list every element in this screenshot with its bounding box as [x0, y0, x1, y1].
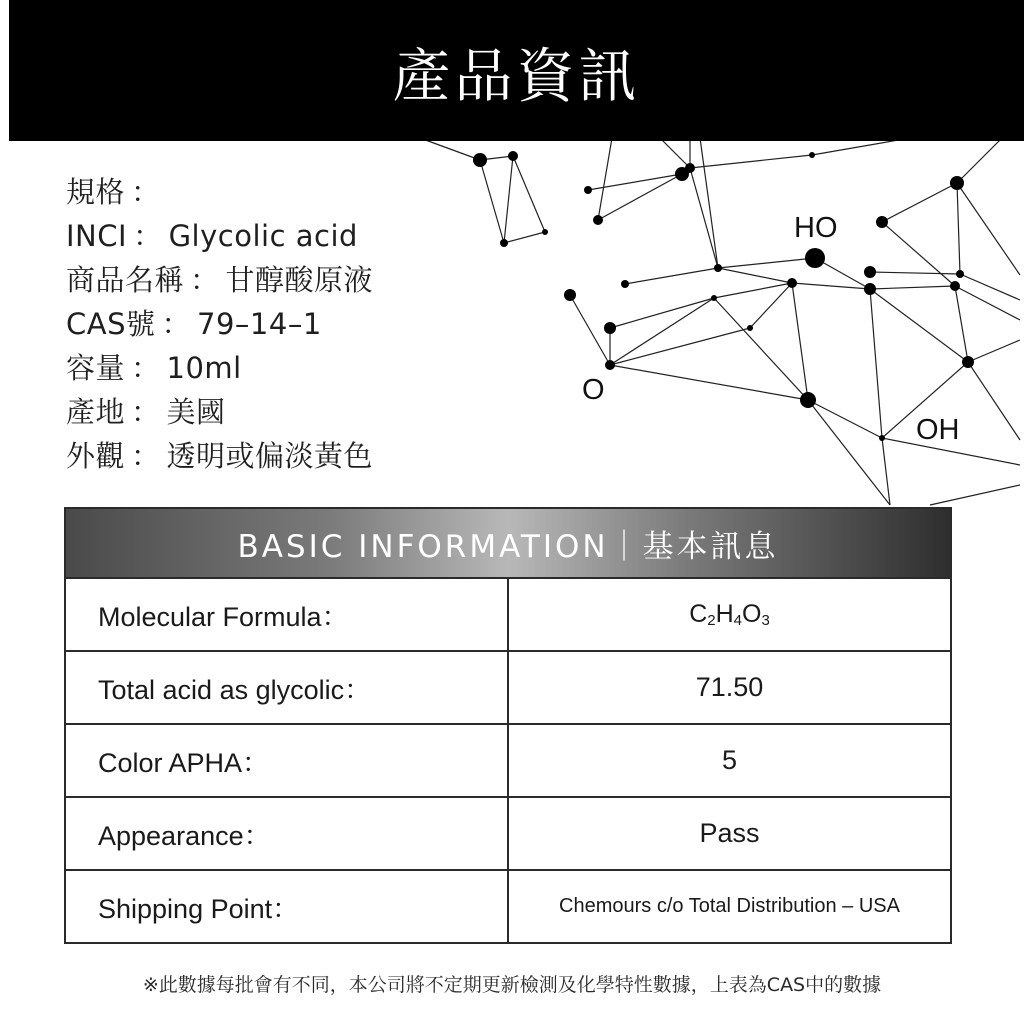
spec-label: INCI: [66, 219, 128, 253]
table-row: [65, 651, 951, 724]
spec-label: 產地: [66, 395, 126, 429]
table-row: [65, 724, 951, 797]
row-value-shipping-point: Chemours c/o Total Distribution – USA: [508, 870, 951, 943]
row-value-color-apha: 5: [508, 724, 951, 797]
row-value-total-acid: 71.50: [508, 651, 951, 724]
spec-label: CAS號: [66, 307, 156, 341]
table-row: [65, 578, 951, 651]
spec-label: 容量: [66, 351, 126, 385]
spec-value: Glycolic acid: [168, 219, 358, 253]
spec-list: [66, 170, 373, 478]
spec-item: 規格 ：: [66, 175, 161, 209]
row-label-total-acid: Total acid as glycolic：: [65, 651, 508, 724]
spec-value: 透明或偏淡黃色: [166, 439, 374, 473]
row-label-color-apha: Color APHA：: [65, 724, 508, 797]
spec-value: 美國: [166, 395, 226, 429]
spec-item: 商品名稱 ： 甘醇酸原液: [66, 263, 374, 297]
basic-info-table: [64, 507, 952, 944]
spec-item: 產地 ： 美國: [66, 395, 226, 429]
molecule-label-o: O: [582, 374, 605, 406]
row-label-shipping-point: Shipping Point：: [65, 870, 508, 943]
molecule-label-oh: OH: [916, 414, 960, 446]
spec-item: 容量 ： 10ml: [66, 351, 242, 385]
spec-item: 外觀 ： 透明或偏淡黃色: [66, 439, 374, 473]
spec-item: INCI ： Glycolic acid: [66, 219, 358, 253]
page-title: 產品資訊: [392, 41, 641, 110]
title-bar: [9, 0, 1024, 141]
spec-label: 規格: [66, 175, 126, 209]
footnote: ※此數據每批會有不同，本公司將不定期更新檢測及化學特性數據，上表為CAS中的數據: [142, 974, 882, 996]
table-header: BASIC INFORMATION｜基本訊息: [65, 508, 951, 578]
spec-label: 外觀: [66, 439, 126, 473]
table-row: [65, 797, 951, 870]
table-row: [65, 870, 951, 943]
row-value-appearance: Pass: [508, 797, 951, 870]
row-value-molecular-formula: $C_2H_4O_3$: [508, 578, 951, 651]
spec-value: 10ml: [166, 351, 242, 385]
spec-value: 79–14–1: [197, 307, 322, 341]
spec-label: 商品名稱: [66, 263, 185, 297]
spec-value: 甘醇酸原液: [225, 263, 374, 297]
spec-item: CAS號 ： 79–14–1: [66, 307, 322, 341]
molecule-label-ho: HO: [794, 212, 838, 244]
row-label-appearance: Appearance：: [65, 797, 508, 870]
row-label-molecular-formula: Molecular Formula：: [65, 578, 508, 651]
